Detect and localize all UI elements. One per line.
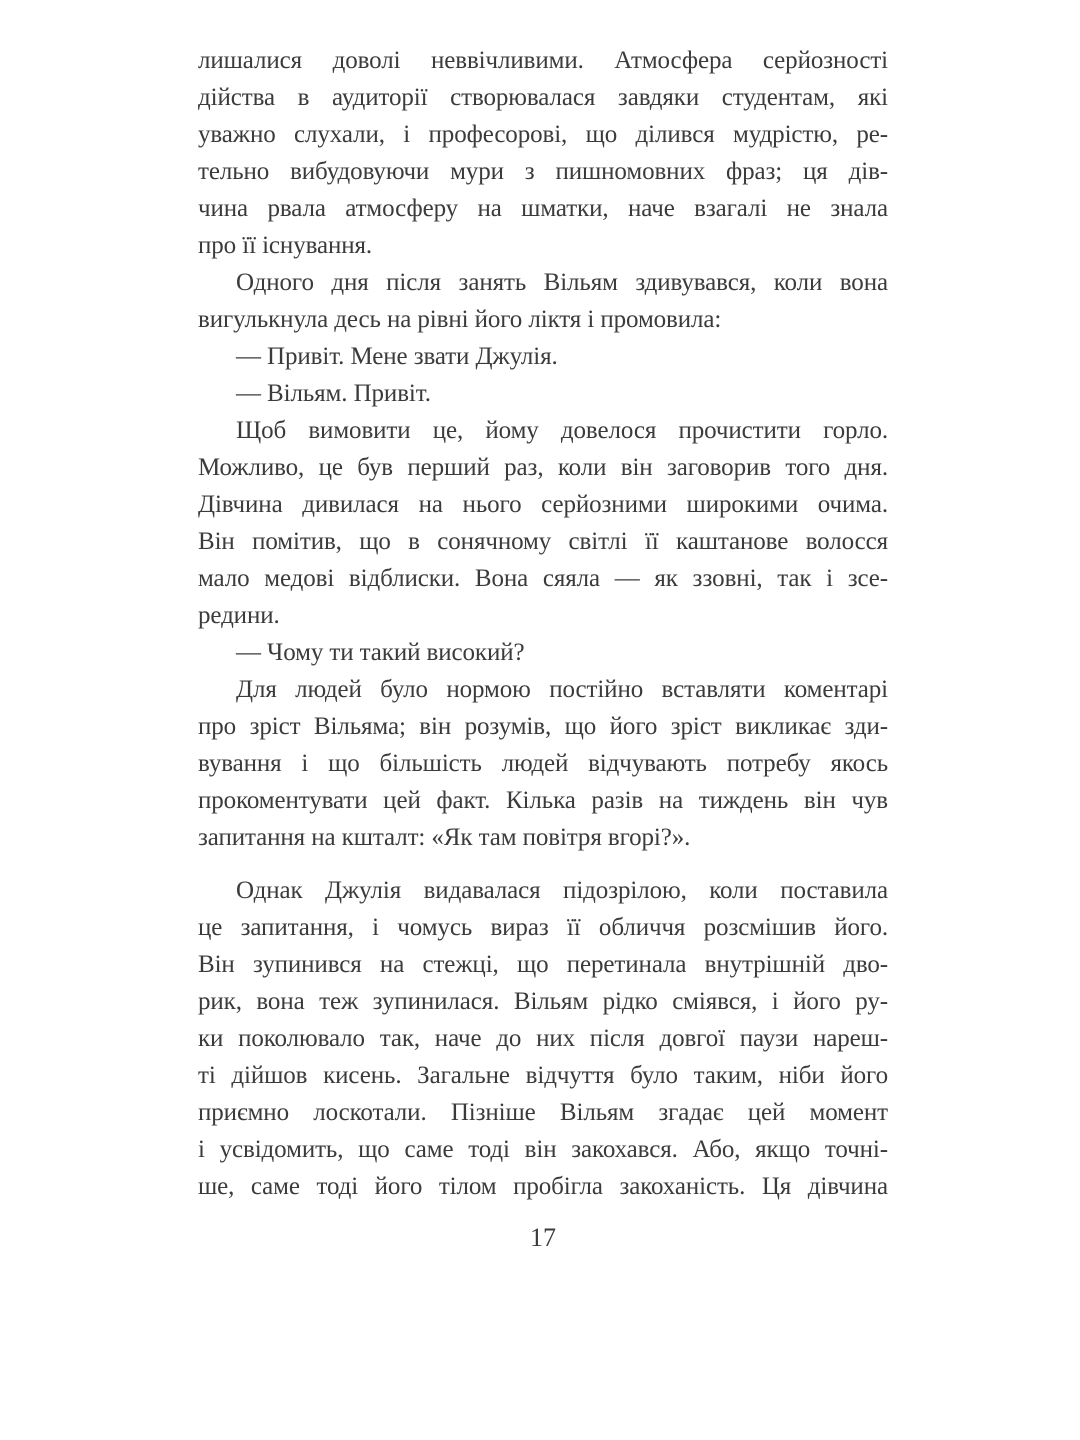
text-line: прокоментувати цей факт. Кілька разів на тиждень він чув [198, 787, 888, 814]
text-line: — Вільям. Привіт. [236, 380, 431, 407]
text-line: Щоб вимовити це, йому довелося прочистити горло. [236, 417, 888, 444]
text-line: про її існування. [198, 232, 373, 259]
text-line: це запитання, і чомусь вираз її обличчя розсмішив його. [198, 914, 888, 941]
text-line: Дівчина дивилася на нього серйозними широкими очима. [198, 491, 888, 518]
text-line: ки поколювало так, наче до них після довгої паузи нареш- [198, 1025, 888, 1052]
text-line: Він помітив, що в сонячному світлі її каштанове волосся [198, 528, 888, 555]
text-line: дійства в аудиторії створювалася завдяки студентам, які [198, 84, 888, 111]
text-line: — Чому ти такий високий? [236, 639, 525, 666]
text-line: уважно слухали, і професорові, що ділився мудрістю, ре- [198, 121, 888, 148]
text-line: Він зупинився на стежці, що перетинала внутрішній дво- [198, 951, 888, 978]
paragraph [198, 264, 888, 338]
text-line: чина рвала атмосферу на шматки, наче взагалі не знала [198, 195, 888, 222]
text-line: Можливо, це був перший раз, коли він заговорив того дня. [198, 454, 888, 481]
paragraph [198, 634, 888, 671]
text-line: Одного дня після занять Вільям здивувався, коли вона [236, 269, 888, 296]
text-line: Однак Джулія видавалася підозрілою, коли поставила [236, 877, 888, 904]
paragraph [198, 338, 888, 375]
page-text-block [198, 42, 888, 1205]
text-line: тельно вибудовуючи мури з пишномовних фраз; ця дів- [198, 158, 888, 185]
paragraph [198, 872, 888, 1205]
text-line: мало медові відблиски. Вона сяяла — як ззовні, так і зсе- [198, 565, 888, 592]
paragraph [198, 375, 888, 412]
text-line: про зріст Вільяма; він розумів, що його зріст викликає зди- [198, 713, 888, 740]
text-line: лишалися доволі неввічливими. Атмосфера серйозності [198, 47, 888, 74]
text-line: — Привіт. Мене звати Джулія. [236, 343, 558, 370]
paragraph [198, 671, 888, 856]
text-line: рик, вона теж зупинилася. Вільям рідко сміявся, і його ру- [198, 988, 888, 1015]
text-line: приємно лоскотали. Пізніше Вільям згадає цей момент [198, 1099, 888, 1126]
text-line: і усвідомить, що саме тоді він закохався. Або, якщо точні- [198, 1136, 888, 1163]
text-line: ше, саме тоді його тілом пробігла закоханість. Ця дівчина [198, 1173, 888, 1200]
text-line: запитання на кшталт: «Як там повітря вгорі?». [198, 824, 691, 851]
paragraph [198, 412, 888, 634]
text-line: вування і що більшість людей відчувають потребу якось [198, 750, 888, 777]
text-line: редини. [198, 602, 280, 629]
paragraph [198, 42, 888, 264]
page-number: 17 [530, 1223, 556, 1252]
text-line: вигулькнула десь на рівні його ліктя і промовила: [198, 306, 722, 333]
text-line: ті дійшов кисень. Загальне відчуття було таким, ніби його [198, 1062, 888, 1089]
text-line: Для людей було нормою постійно вставляти коментарі [236, 676, 888, 703]
